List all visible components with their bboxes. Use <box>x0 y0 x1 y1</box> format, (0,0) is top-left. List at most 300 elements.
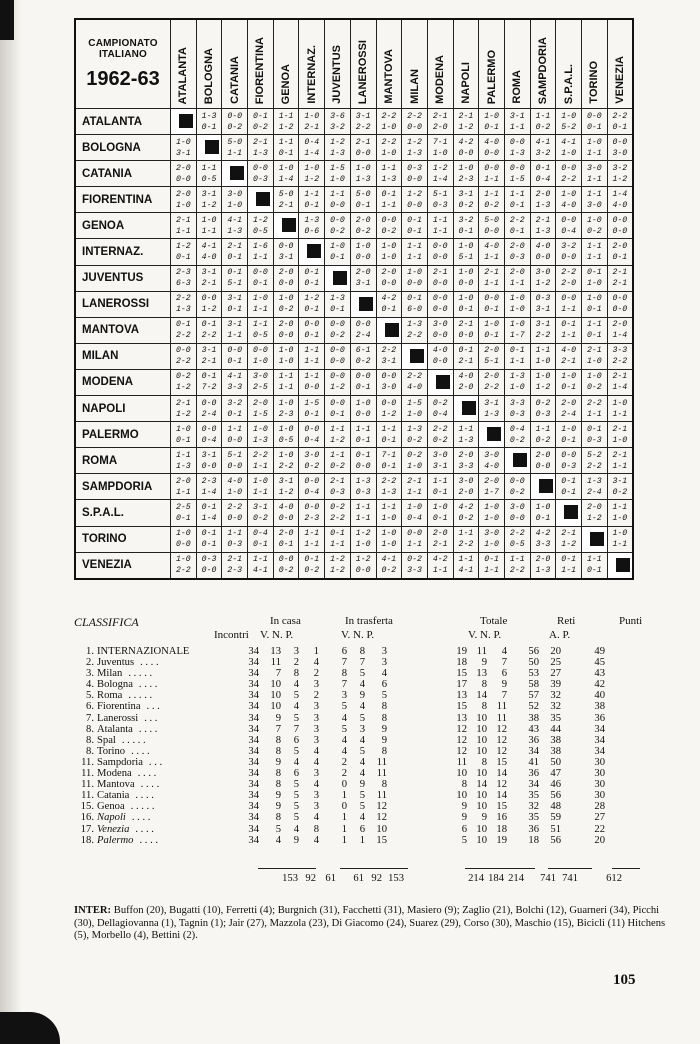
score-second: 1-3 <box>535 566 551 576</box>
standings-row <box>72 801 605 812</box>
header-punti: Punti <box>619 615 643 627</box>
column-team-name: CATANIA <box>228 56 241 104</box>
result-cell <box>402 369 428 395</box>
score-second: 1-1 <box>407 487 422 497</box>
result-cell <box>196 265 222 291</box>
score-first: 3-2 <box>612 163 628 173</box>
score-second: 2-2 <box>458 540 474 550</box>
result-cell <box>196 369 222 395</box>
score-second: 0-2 <box>253 122 268 132</box>
stat-hv: 10 <box>270 701 281 713</box>
score-first: 2-1 <box>586 346 602 356</box>
score-second: 1-1 <box>612 540 628 550</box>
team-name: INTERNAZIONALE <box>97 646 190 657</box>
stat-pts: 30 <box>594 756 605 768</box>
stat-g: 34 <box>248 734 259 746</box>
stat-pts: 34 <box>594 745 605 757</box>
self-match-block <box>171 109 197 135</box>
score-first: 2-0 <box>509 242 525 252</box>
score-first: 0-2 <box>175 372 191 382</box>
stat-tv: 19 <box>456 646 467 657</box>
score-second: 2-2 <box>612 357 628 367</box>
stat-tn: 9 <box>481 657 487 669</box>
score-first: 1-0 <box>458 294 474 304</box>
stat-ga: 46 <box>550 779 561 791</box>
score-second: 1-1 <box>407 253 422 263</box>
stat-tp: 15 <box>496 756 507 768</box>
score-second: 0-1 <box>509 200 525 210</box>
players-team-label: INTER: <box>74 905 112 916</box>
total-tot-v: 214 <box>468 872 484 884</box>
score-first: 1-0 <box>509 294 525 304</box>
score-first: 0-0 <box>330 346 345 356</box>
score-second: 0-0 <box>175 174 191 184</box>
column-header <box>427 19 453 109</box>
score-first: 3-0 <box>458 476 474 486</box>
result-cell <box>556 109 582 135</box>
score-second: 0-1 <box>227 305 243 315</box>
stat-hp: 3 <box>313 701 319 713</box>
result-cell <box>248 239 274 265</box>
score-second: 1-1 <box>509 357 525 367</box>
result-cell <box>171 396 197 422</box>
score-first: 1-3 <box>355 476 371 486</box>
score-first: 2-2 <box>612 111 628 121</box>
stat-hv: 7 <box>275 723 281 735</box>
score-first: 1-0 <box>278 424 294 434</box>
result-cell <box>299 396 325 422</box>
score-first: 1-0 <box>175 555 191 565</box>
row-team-name: SAMPDORIA <box>75 474 171 500</box>
score-second: 2-1 <box>278 200 294 210</box>
score-first: 1-1 <box>175 450 191 460</box>
score-first: 1-2 <box>407 189 422 199</box>
stat-an: 4 <box>359 812 365 824</box>
score-first: 0-0 <box>278 242 294 252</box>
column-team-name: SAMPDORIA <box>536 36 549 104</box>
score-first: 0-0 <box>201 424 217 434</box>
score-first: 2-2 <box>407 111 422 121</box>
score-second: 4-0 <box>484 461 499 471</box>
result-cell <box>504 474 530 500</box>
score-first: 4-0 <box>484 242 499 252</box>
result-cell <box>350 265 376 291</box>
stat-tp: 12 <box>496 745 507 757</box>
result-cell <box>402 422 428 448</box>
column-team-name: MODENA <box>434 55 447 104</box>
stat-tp: 7 <box>501 690 507 702</box>
score-second: 1-1 <box>304 357 320 367</box>
row-team-name: NAPOLI <box>75 396 171 422</box>
score-second: 0-4 <box>432 409 448 419</box>
score-second: 0-1 <box>561 435 577 445</box>
score-first: 0-1 <box>484 555 499 565</box>
score-first: 2-1 <box>612 424 628 434</box>
score-first: 4-1 <box>381 555 397 565</box>
score-first: 1-1 <box>509 555 525 565</box>
score-first: 1-0 <box>330 242 345 252</box>
result-cell <box>376 369 402 395</box>
standings-row <box>72 835 605 846</box>
score-first: 1-0 <box>381 242 397 252</box>
score-first: 4-1 <box>227 215 243 225</box>
score-second: 1-7 <box>484 487 499 497</box>
leader-dots: . . . . <box>131 812 151 824</box>
stat-hp: 4 <box>313 834 319 846</box>
result-cell <box>325 109 351 135</box>
total-away-p: 153 <box>388 872 404 884</box>
score-second: 1-3 <box>330 148 345 158</box>
score-second: 0-1 <box>253 540 268 550</box>
result-cell <box>504 422 530 448</box>
result-cell <box>427 448 453 474</box>
result-cell <box>504 396 530 422</box>
score-first: 4-2 <box>458 137 474 147</box>
stat-ga: 20 <box>550 646 561 657</box>
column-header <box>479 19 505 109</box>
score-second: 4-0 <box>201 253 217 263</box>
rank: 11. <box>81 768 94 780</box>
score-second: 0-1 <box>484 331 499 341</box>
self-match-block <box>376 317 402 343</box>
score-first: 3-1 <box>458 189 474 199</box>
stat-tp: 4 <box>501 646 507 657</box>
score-second: 0-1 <box>201 122 217 132</box>
leader-dots: . . . <box>146 701 160 713</box>
stat-av: 6 <box>341 646 347 657</box>
result-cell <box>248 213 274 239</box>
result-cell <box>273 317 299 343</box>
standings-row <box>72 724 605 735</box>
column-team-name: ROMA <box>511 70 524 104</box>
result-cell <box>350 422 376 448</box>
score-second: 0-2 <box>586 383 602 393</box>
result-cell <box>248 500 274 526</box>
season: 1962-63 <box>86 67 160 90</box>
leader-dots: . . . . <box>137 768 157 780</box>
result-cell <box>402 187 428 213</box>
score-second: 1-0 <box>612 435 628 445</box>
score-second: 1-0 <box>407 461 422 471</box>
score-first: 1-0 <box>586 215 602 225</box>
result-cell <box>582 369 608 395</box>
score-first: 0-1 <box>201 372 217 382</box>
result-cell <box>402 291 428 317</box>
score-first: 3-1 <box>227 320 243 330</box>
result-cell <box>350 161 376 187</box>
score-first: 0-2 <box>407 450 422 460</box>
result-cell <box>453 317 479 343</box>
score-second: 0-0 <box>484 226 499 236</box>
score-second: 0-1 <box>381 305 397 315</box>
result-cell <box>530 500 556 526</box>
score-second: 1-3 <box>227 226 243 236</box>
result-cell <box>273 500 299 526</box>
score-second: 1-1 <box>432 226 448 236</box>
result-cell <box>607 369 633 395</box>
header-away-vnp: V. N. P. <box>341 629 375 641</box>
result-cell <box>556 474 582 500</box>
stat-g: 34 <box>248 779 259 791</box>
result-cell <box>171 239 197 265</box>
score-first: 0-0 <box>561 163 577 173</box>
score-second: 0-1 <box>304 409 320 419</box>
score-second: 1-0 <box>561 148 577 158</box>
score-first: 1-0 <box>561 189 577 199</box>
stat-tv: 12 <box>456 745 467 757</box>
score-first: 1-0 <box>381 529 397 539</box>
standings-row <box>72 746 605 757</box>
score-first: 3-0 <box>253 372 268 382</box>
score-first: 1-0 <box>458 268 474 278</box>
score-first: 0-0 <box>227 346 243 356</box>
score-first: 1-5 <box>330 163 345 173</box>
result-cell <box>376 526 402 552</box>
result-cell <box>273 448 299 474</box>
score-second: 0-2 <box>381 566 397 576</box>
score-second: 0-0 <box>227 435 243 445</box>
result-cell <box>556 448 582 474</box>
score-first: 1-4 <box>612 189 628 199</box>
result-cell <box>402 526 428 552</box>
stat-gf: 36 <box>528 823 539 835</box>
stat-ap: 9 <box>381 734 387 746</box>
result-cell <box>222 239 248 265</box>
result-cell <box>350 239 376 265</box>
score-second: 0-2 <box>330 226 345 236</box>
totals-rule-goals <box>548 868 592 869</box>
team-name: Sampdoria <box>97 756 143 768</box>
stat-tp: 12 <box>496 734 507 746</box>
stat-gf: 35 <box>528 790 539 802</box>
result-cell <box>427 265 453 291</box>
result-cell <box>248 396 274 422</box>
score-second: 2-2 <box>330 513 345 523</box>
standings-row <box>72 812 605 823</box>
stat-hn: 9 <box>293 834 299 846</box>
score-first: 1-0 <box>458 242 474 252</box>
score-first: 1-1 <box>458 424 474 434</box>
score-second: 2-5 <box>253 383 268 393</box>
score-second: 0-1 <box>612 122 628 132</box>
score-second: 1-1 <box>304 540 320 550</box>
result-cell <box>299 448 325 474</box>
stat-ap: 11 <box>376 768 387 780</box>
result-cell <box>427 213 453 239</box>
row-team-name: INTERNAZ. <box>75 239 171 265</box>
score-second: 2-1 <box>201 357 217 367</box>
score-second: 0-2 <box>278 566 294 576</box>
score-second: 1-1 <box>253 461 268 471</box>
score-second: 1-3 <box>175 305 191 315</box>
row-team-name: MODENA <box>75 369 171 395</box>
score-first: 0-0 <box>432 242 448 252</box>
score-first: 1-3 <box>201 111 217 121</box>
stat-pts: 28 <box>594 801 605 813</box>
stat-hv: 8 <box>275 768 281 780</box>
stat-hp: 3 <box>313 723 319 735</box>
result-cell <box>196 526 222 552</box>
result-cell <box>453 187 479 213</box>
score-second: 0-1 <box>484 122 499 132</box>
score-first: 1-0 <box>278 398 294 408</box>
result-cell <box>171 369 197 395</box>
stat-ap: 8 <box>381 745 387 757</box>
row-team-name: MILAN <box>75 343 171 369</box>
team-cell <box>97 835 225 846</box>
score-first: 1-3 <box>407 424 422 434</box>
score-first: 2-1 <box>612 450 628 460</box>
self-match-block <box>248 187 274 213</box>
score-first: 2-1 <box>432 268 448 278</box>
stat-gf: 38 <box>528 712 539 724</box>
rank: 8. <box>86 734 94 746</box>
stat-tn: 14 <box>476 690 487 702</box>
score-second: 0-5 <box>278 435 294 445</box>
team-cell <box>97 812 225 823</box>
rank: 11. <box>81 779 94 791</box>
score-first: 1-0 <box>561 372 577 382</box>
stat-ap: 8 <box>381 701 387 713</box>
score-second: 0-1 <box>381 461 397 471</box>
score-second: 0-0 <box>330 357 345 367</box>
self-match-block <box>299 239 325 265</box>
score-first: 1-1 <box>304 346 320 356</box>
result-cell <box>556 343 582 369</box>
score-second: 1-2 <box>278 122 294 132</box>
result-cell <box>607 109 633 135</box>
result-cell <box>479 109 505 135</box>
score-second: 1-3 <box>535 200 551 210</box>
result-cell <box>582 474 608 500</box>
standings-row <box>72 657 605 668</box>
stat-av: 2 <box>341 768 347 780</box>
stat-av: 2 <box>341 756 347 768</box>
stat-tv: 8 <box>461 779 467 791</box>
result-cell <box>325 500 351 526</box>
score-second: 0-2 <box>381 226 397 236</box>
score-second: 0-1 <box>304 279 320 289</box>
row-team-name: BOLOGNA <box>75 135 171 161</box>
score-first: 3-1 <box>201 450 217 460</box>
score-first: 0-1 <box>201 320 217 330</box>
stat-tn: 11 <box>476 646 487 657</box>
score-second: 0-1 <box>612 253 628 263</box>
column-header <box>350 19 376 109</box>
score-second: 0-0 <box>432 357 448 367</box>
score-second: 1-0 <box>381 148 397 158</box>
stat-g: 34 <box>248 756 259 768</box>
score-first: 0-1 <box>253 111 268 121</box>
result-cell <box>556 422 582 448</box>
result-cell <box>350 448 376 474</box>
stat-ap: 8 <box>381 712 387 724</box>
header-home-vnp: V. N. P. <box>260 629 294 641</box>
result-cell <box>427 317 453 343</box>
score-second: 1-1 <box>561 305 577 315</box>
score-second: 1-2 <box>561 540 577 550</box>
score-first: 0-2 <box>432 398 448 408</box>
stat-tv: 9 <box>461 801 467 813</box>
result-cell <box>607 161 633 187</box>
score-first: 7-1 <box>432 137 448 147</box>
team-cell <box>97 668 225 679</box>
score-first: 3-3 <box>509 398 525 408</box>
stat-hp: 3 <box>313 768 319 780</box>
result-cell <box>299 343 325 369</box>
result-cell <box>273 291 299 317</box>
stat-tp: 16 <box>496 812 507 824</box>
leader-dots: . . . <box>148 756 163 768</box>
score-second: 1-3 <box>535 226 551 236</box>
score-first: 3-0 <box>509 502 525 512</box>
column-header <box>556 19 582 109</box>
stat-pts: 49 <box>594 646 605 657</box>
score-second: 0-3 <box>432 200 448 210</box>
score-first: 0-1 <box>407 294 422 304</box>
result-cell <box>273 187 299 213</box>
score-second: 0-1 <box>561 487 577 497</box>
result-cell <box>504 552 530 579</box>
result-cell <box>299 552 325 579</box>
score-second: 0-1 <box>278 148 294 158</box>
score-second: 1-1 <box>484 279 499 289</box>
stat-tv: 13 <box>456 690 467 702</box>
score-first: 0-0 <box>561 294 577 304</box>
score-first: 1-0 <box>586 294 602 304</box>
score-second: 1-4 <box>201 513 217 523</box>
row-team-name: JUVENTUS <box>75 265 171 291</box>
score-second: 2-2 <box>175 566 191 576</box>
score-first: 1-1 <box>355 502 371 512</box>
result-cell <box>479 343 505 369</box>
grid-row <box>75 265 633 291</box>
result-cell <box>530 422 556 448</box>
score-first: 2-0 <box>278 320 294 330</box>
stat-an: 4 <box>359 679 365 691</box>
stat-ap: 12 <box>376 812 387 824</box>
self-match-block <box>350 291 376 317</box>
self-match-block <box>479 422 505 448</box>
result-cell <box>350 187 376 213</box>
score-first: 0-4 <box>253 529 268 539</box>
stat-hv: 9 <box>275 790 281 802</box>
stat-hp: 2 <box>313 668 319 680</box>
team-name: Milan <box>97 668 123 680</box>
score-first: 0-1 <box>227 268 243 278</box>
stat-tn: 10 <box>476 834 487 846</box>
score-second: 3-1 <box>432 461 448 471</box>
leader-dots: . . . . <box>131 745 150 757</box>
stat-tp: 12 <box>496 723 507 735</box>
score-second: 0-2 <box>535 122 551 132</box>
result-cell <box>376 213 402 239</box>
column-team-name: FIORENTINA <box>254 36 267 104</box>
score-second: 1-2 <box>535 383 551 393</box>
score-second: 1-2 <box>175 409 191 419</box>
result-cell <box>325 291 351 317</box>
score-second: 0-1 <box>535 513 551 523</box>
score-first: 3-2 <box>227 398 243 408</box>
score-first: 0-1 <box>407 215 422 225</box>
result-cell <box>427 500 453 526</box>
score-second: 1-2 <box>330 566 345 576</box>
score-second: 0-0 <box>432 331 448 341</box>
result-cell <box>504 161 530 187</box>
score-first: 0-1 <box>201 529 217 539</box>
result-cell <box>479 448 505 474</box>
score-first: 4-2 <box>381 294 397 304</box>
